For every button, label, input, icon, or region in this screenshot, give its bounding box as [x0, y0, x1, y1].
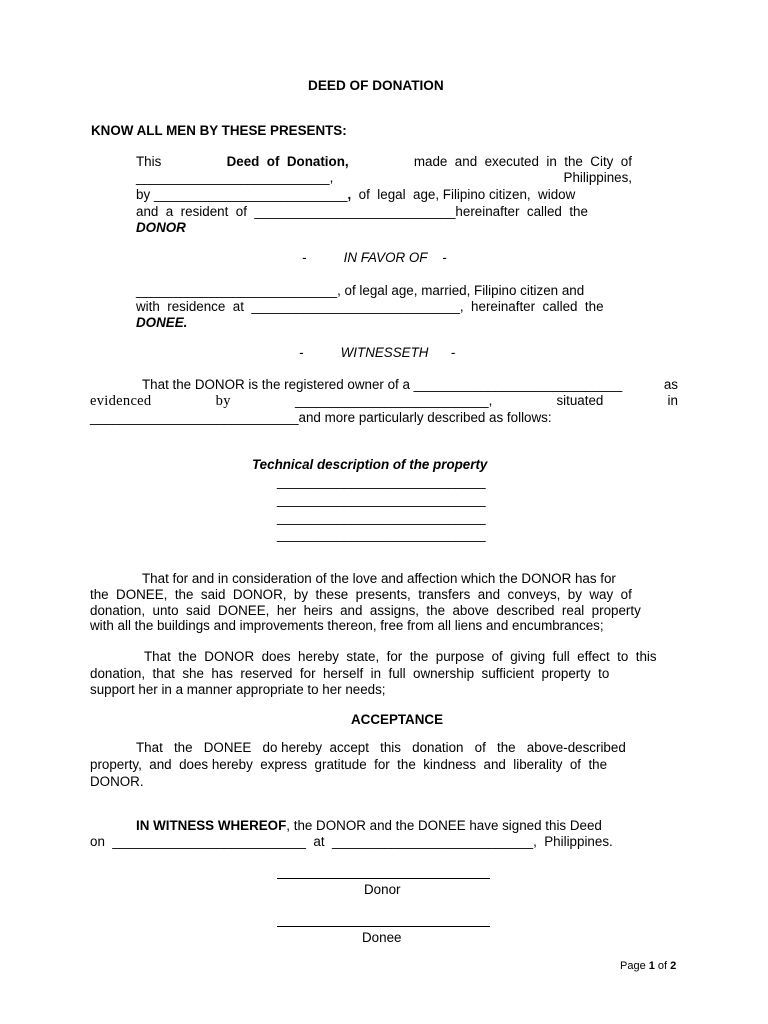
donee-signature-label: Donee: [362, 930, 402, 945]
tech-description-heading: Technical description of the property: [252, 457, 488, 472]
p7-line-2: on __________________________ at ___________________________, Philippines.: [90, 834, 613, 849]
footer-page-total: 2: [670, 960, 677, 972]
p1-line-3: [136, 187, 575, 203]
p3-evidence-blank: __________________________,: [294, 393, 493, 408]
p5-line-2: donation, that she has reserved for herself in full ownership sufficient property to: [90, 666, 610, 681]
donor-signature-label: Donor: [364, 882, 401, 897]
p6-line-3: DONOR.: [90, 774, 144, 789]
p3-registered-owner: That the DONOR is the registered owner of a ____________________________: [142, 377, 623, 392]
p1-made-executed: made and executed in the City of: [413, 154, 632, 169]
footer-page-word: Page: [620, 960, 649, 972]
p3-in: in: [667, 393, 678, 408]
p3-evidenced: evidenced: [90, 393, 152, 409]
p7-in-witness-whereof: IN WITNESS WHEREOF: [136, 818, 287, 833]
tech-line-3: ____________________________: [277, 510, 486, 525]
p5-line-1: That the DONOR does hereby state, for the purpose of giving full effect to this: [144, 649, 657, 664]
p4-line-3: donation, unto said DONEE, her heirs and assigns, the above described real property: [90, 603, 641, 618]
page-footer: [620, 958, 676, 974]
p1-philippines: Philippines,: [563, 170, 632, 185]
p3-line-1: [142, 377, 678, 393]
p5-line-3: support her in a manner appropriate to her needs;: [90, 682, 386, 697]
p3-line-2: [90, 393, 678, 409]
p1-city-blank: __________________________,: [136, 170, 334, 185]
p1-line-2: [136, 170, 632, 186]
p3-by: by: [215, 393, 231, 409]
p1-this: This: [136, 154, 162, 169]
p1-comma: ,: [347, 187, 352, 202]
in-favor-of-heading: - IN FAVOR OF -: [302, 250, 447, 265]
tech-line-2: ____________________________: [277, 492, 486, 507]
p7-signed-text: , the DONOR and the DONEE have signed this Deed: [286, 818, 602, 833]
p1-donor-label: DONOR: [136, 220, 186, 235]
footer-page-number: 1: [648, 960, 655, 972]
p1-line-4: and a resident of ___________________________hereinafter called the: [136, 204, 588, 219]
p2-line-2: with residence at ____________________________, hereinafter called the: [136, 299, 604, 314]
p4-line-2: the DONEE, the said DONOR, by these presents, transfers and conveys, by way of: [90, 587, 632, 602]
p1-legal-age: of legal age, Filipino citizen, widow: [351, 187, 576, 202]
p4-line-1: That for and in consideration of the love and affection which the DONOR has for: [142, 571, 616, 586]
tech-line-1: ____________________________: [277, 474, 486, 489]
p6-line-2: property, and does hereby express gratitude for the kindness and liberality of the: [90, 757, 608, 772]
p3-situated: situated: [556, 393, 604, 408]
p1-by-blank: by __________________________: [136, 187, 348, 202]
p1-deed-of-donation: Deed of Donation,: [226, 154, 349, 169]
intro-heading: KNOW ALL MEN BY THESE PRESENTS:: [91, 123, 347, 138]
tech-line-4: ____________________________: [277, 527, 486, 542]
p7-line-1: [136, 818, 602, 834]
p4-line-4: with all the buildings and improvements thereon, free from all liens and encumbrances;: [90, 618, 604, 633]
p2-line-1: ___________________________, of legal age, married, Filipino citizen and: [136, 283, 585, 298]
witnesseth-heading: - WITNESSETH -: [299, 345, 456, 360]
acceptance-heading: ACCEPTANCE: [351, 712, 444, 727]
donor-signature-line: [277, 878, 490, 879]
p1-line-1: [136, 154, 632, 170]
p3-as: as: [663, 377, 678, 392]
donee-signature-line: [277, 926, 490, 927]
footer-of-word: of: [654, 960, 671, 972]
document-title: DEED OF DONATION: [308, 78, 444, 93]
p2-donee-label: DONEE.: [136, 315, 188, 330]
p3-line-3: ____________________________and more particularly described as follows:: [90, 410, 552, 425]
p6-line-1: That the DONEE do hereby accept this donation of the above-described: [136, 740, 626, 755]
